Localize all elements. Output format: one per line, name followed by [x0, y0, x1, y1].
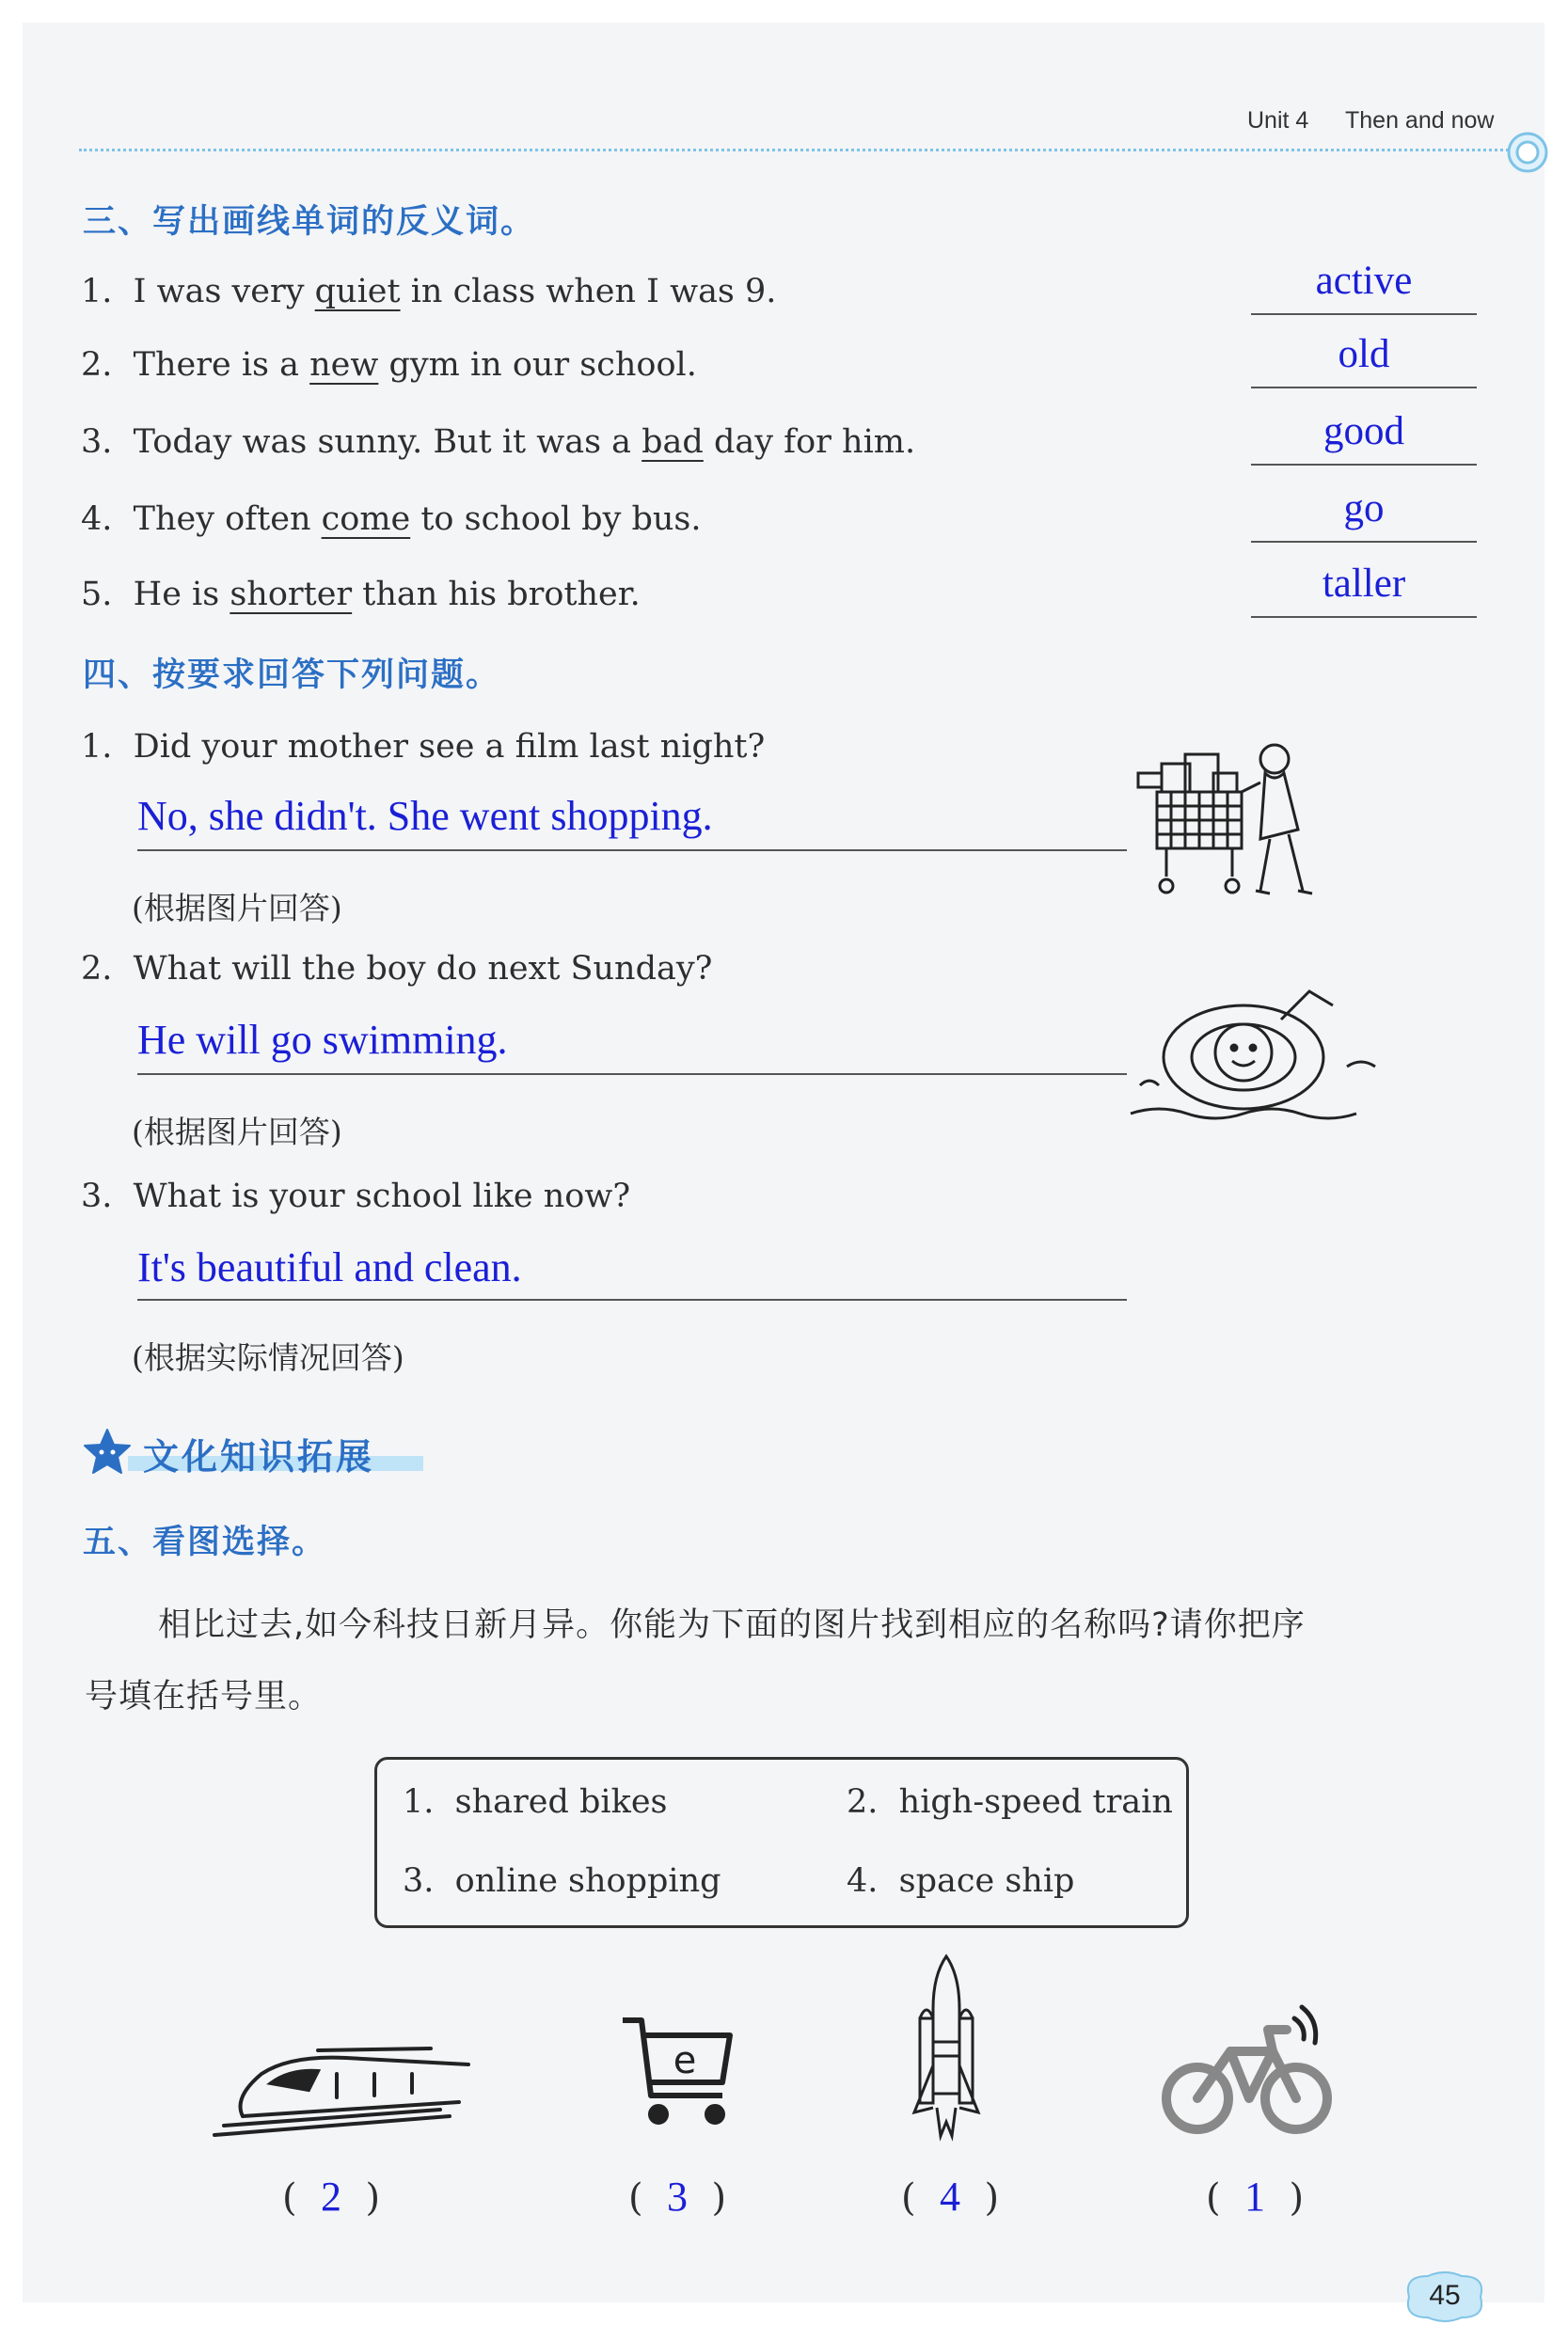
s5-instruction-line2: 号填在括号里。 — [85, 1678, 323, 1716]
svg-text:e: e — [673, 2039, 697, 2082]
star-icon — [81, 1426, 134, 1479]
picture-3-answer: ( 4 ) — [901, 2174, 1000, 2220]
answer-line — [137, 849, 1127, 851]
s4-hint-2: (根据图片回答) — [132, 1114, 342, 1150]
space-ship-icon — [907, 1953, 986, 2150]
s4-question-3: 3. What is your school like now? — [81, 1178, 631, 1215]
s3-item-4: 4. They often come to school by bus. — [81, 500, 702, 538]
answer-line — [1251, 541, 1477, 543]
option-1: 1. shared bikes — [403, 1783, 668, 1821]
s4-question-1: 1. Did your mother see a film last night? — [81, 728, 766, 766]
s3-item-1: 1. I was very quiet in class when I was 9. — [81, 273, 777, 310]
section4-heading: 四、按要求回答下列问题。 — [83, 656, 501, 694]
option-3: 3. online shopping — [403, 1862, 721, 1900]
s4-hint-1: (根据图片回答) — [132, 890, 342, 926]
s3-item-3: 3. Today was sunny. But it was a bad day for him. — [81, 423, 916, 461]
s4-answer-2: He will go swimming. — [137, 1017, 508, 1063]
picture-2-answer: ( 3 ) — [628, 2174, 727, 2220]
option-4: 4. space ship — [847, 1862, 1075, 1900]
section5-heading: 五、看图选择。 — [83, 1524, 327, 1561]
s3-answer-2: old — [1338, 332, 1390, 376]
answer-line — [1251, 387, 1477, 388]
woman-shopping-icon — [1119, 735, 1345, 914]
s4-question-2: 2. What will the boy do next Sunday? — [81, 950, 713, 988]
answer-line — [1251, 464, 1477, 466]
boy-swimming-icon — [1121, 963, 1403, 1142]
s4-answer-3: It's beautiful and clean. — [137, 1244, 522, 1290]
s3-answer-1: active — [1315, 259, 1413, 303]
unit-title: Then and now — [1345, 107, 1495, 134]
option-2: 2. high-speed train — [847, 1783, 1173, 1821]
unit-label: Unit 4 — [1247, 107, 1309, 134]
answer-line — [1251, 616, 1477, 618]
underlined-word: new — [309, 346, 379, 384]
s3-answer-4: go — [1343, 486, 1385, 530]
answer-line — [1251, 313, 1477, 315]
s5-instruction-line1: 相比过去,如今科技日新月异。你能为下面的图片找到相应的名称吗?请你把序 — [158, 1606, 1306, 1644]
high-speed-train-icon — [205, 2032, 478, 2144]
s3-item-5: 5. He is shorter than his brother. — [81, 576, 641, 613]
answer-line — [137, 1299, 1127, 1301]
section3-heading: 三、写出画线单词的反义词。 — [83, 203, 536, 241]
picture-4-answer: ( 1 ) — [1206, 2174, 1305, 2220]
underlined-word: bad — [641, 423, 704, 461]
s3-answer-3: good — [1323, 409, 1404, 453]
header-circle-icon — [1505, 130, 1552, 177]
header-divider — [79, 149, 1509, 151]
s4-answer-1: No, she didn't. She went shopping. — [137, 793, 713, 839]
shared-bike-icon — [1155, 2000, 1343, 2141]
s3-answer-5: taller — [1322, 561, 1406, 606]
online-shopping-cart-icon — [617, 2009, 739, 2131]
underlined-word: quiet — [314, 273, 401, 310]
underlined-word: shorter — [230, 576, 353, 613]
underlined-word: come — [321, 500, 411, 538]
answer-line — [137, 1073, 1127, 1075]
banner-title: 文化知识拓展 — [143, 1436, 375, 1478]
page-number: 45 — [1429, 2280, 1461, 2311]
picture-1-answer: ( 2 ) — [282, 2174, 381, 2220]
s3-item-2: 2. There is a new gym in our school. — [81, 346, 697, 384]
s4-hint-3: (根据实际情况回答) — [132, 1339, 404, 1376]
